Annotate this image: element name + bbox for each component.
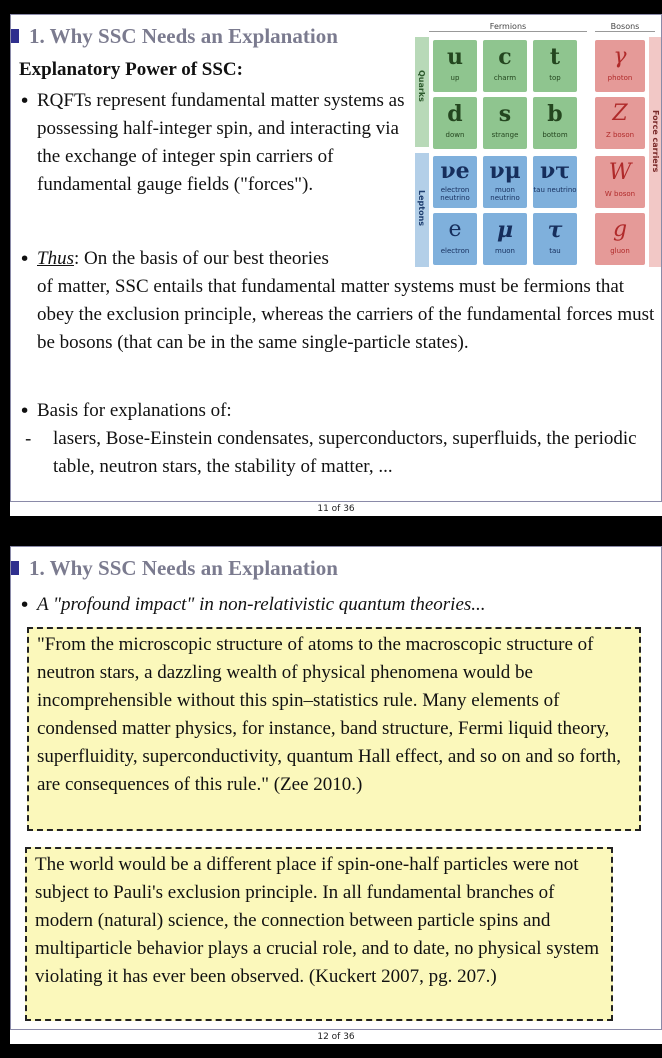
slide-title-bar [11, 21, 338, 51]
particle-strange: s strange [483, 97, 527, 149]
particle-electron-neutrino: νe electron neutrino [433, 156, 477, 208]
particle-up: u up [433, 40, 477, 92]
dash-icon: - [25, 428, 32, 450]
bullet-thus [19, 245, 419, 273]
bullet-text: A "profound impact" in non-relativistic quantum theories... [37, 594, 486, 615]
page-number: 11 of 36 [10, 502, 662, 516]
standard-model-chart [415, 20, 661, 270]
particle-z-boson: Z Z boson [595, 97, 645, 149]
bullet-dot-icon: • [19, 400, 31, 422]
force-carriers-label: Force carriers [651, 110, 660, 173]
fermions-label: Fermions [429, 22, 587, 32]
slide-title: 1. Why SSC Needs an Explanation [29, 23, 338, 48]
sub-bullet-text: lasers, Bose-Einstein condensates, superconductors, superfluids, the periodic table, neutron stars, the stability of matter, ... [53, 428, 637, 477]
particle-charm: c charm [483, 40, 527, 92]
particle-gluon: g gluon [595, 213, 645, 265]
bullet-thus-continued: of matter, SSC entails that fundamental matter systems must be fermions that obey the exclusion principle, whereas the carriers of the fundamental forces must be bosons (that can be in the same single-particle states). [37, 276, 655, 353]
slide-11 [10, 14, 662, 502]
section-heading: Explanatory Power of SSC: [19, 59, 243, 80]
particle-top: t top [533, 40, 577, 92]
slide-title: 1. Why SSC Needs an Explanation [29, 555, 338, 580]
bullet-basis [19, 397, 639, 425]
page-number: 12 of 36 [10, 1030, 662, 1044]
bullet-dot-icon: • [19, 90, 31, 112]
particle-w-boson: W W boson [595, 156, 645, 208]
thus-emphasis: Thus [37, 248, 74, 269]
particle-down: d down [433, 97, 477, 149]
title-marker-icon [11, 561, 19, 575]
bullet-profound-impact [19, 591, 659, 619]
title-marker-icon [11, 29, 19, 43]
particle-tau-neutrino: ντ tau neutrino [533, 156, 577, 208]
particle-bottom: b bottom [533, 97, 577, 149]
quarks-label: Quarks [417, 70, 426, 102]
particle-electron: e electron [433, 213, 477, 265]
bullet-text: RQFTs represent fundamental matter systems as possessing half-integer spin, and interacting via the exchange of integer spin carriers of fundamental gauge fields ("forces"). [37, 90, 405, 195]
particle-muon-neutrino: νμ muon neutrino [483, 156, 527, 208]
particle-photon: γ photon [595, 40, 645, 92]
bullet-text: Basis for explanations of: [37, 400, 232, 421]
particle-muon: μ muon [483, 213, 527, 265]
quote-zee: "From the microscopic structure of atoms to the macroscopic structure of neutron stars, a dazzling wealth of physical phenomena would be incomprehensible without this spin–statistics rule. Many elements of condensed matter physics, for instance, band structure, Fermi liquid theory, superfluidity, superconductivity, quantum Hall effect, and so on and so forth, are consequences of this rule." (Zee 2010.) [27, 627, 641, 831]
particle-tau: τ tau [533, 213, 577, 265]
bullet-dot-icon: • [19, 594, 31, 616]
bullet-text: : On the basis of our best theories [73, 248, 329, 269]
bullet-dot-icon: • [19, 248, 31, 270]
slide-title-bar [11, 553, 338, 583]
slide-12 [10, 546, 662, 1030]
bosons-label: Bosons [595, 22, 655, 32]
leptons-label: Leptons [417, 190, 426, 227]
quote-kuckert: The world would be a different place if spin-one-half particles were not subject to Pauli's exclusion principle. In all fundamental branches of modern (natural) science, the connection between particle spins and multiparticle behavior plays a crucial role, and to date, no physical system violating it has ever been observed. (Kuckert 2007, pg. 207.) [25, 847, 613, 1021]
bullet-rqft [19, 87, 409, 199]
sub-bullet-examples [25, 425, 655, 481]
